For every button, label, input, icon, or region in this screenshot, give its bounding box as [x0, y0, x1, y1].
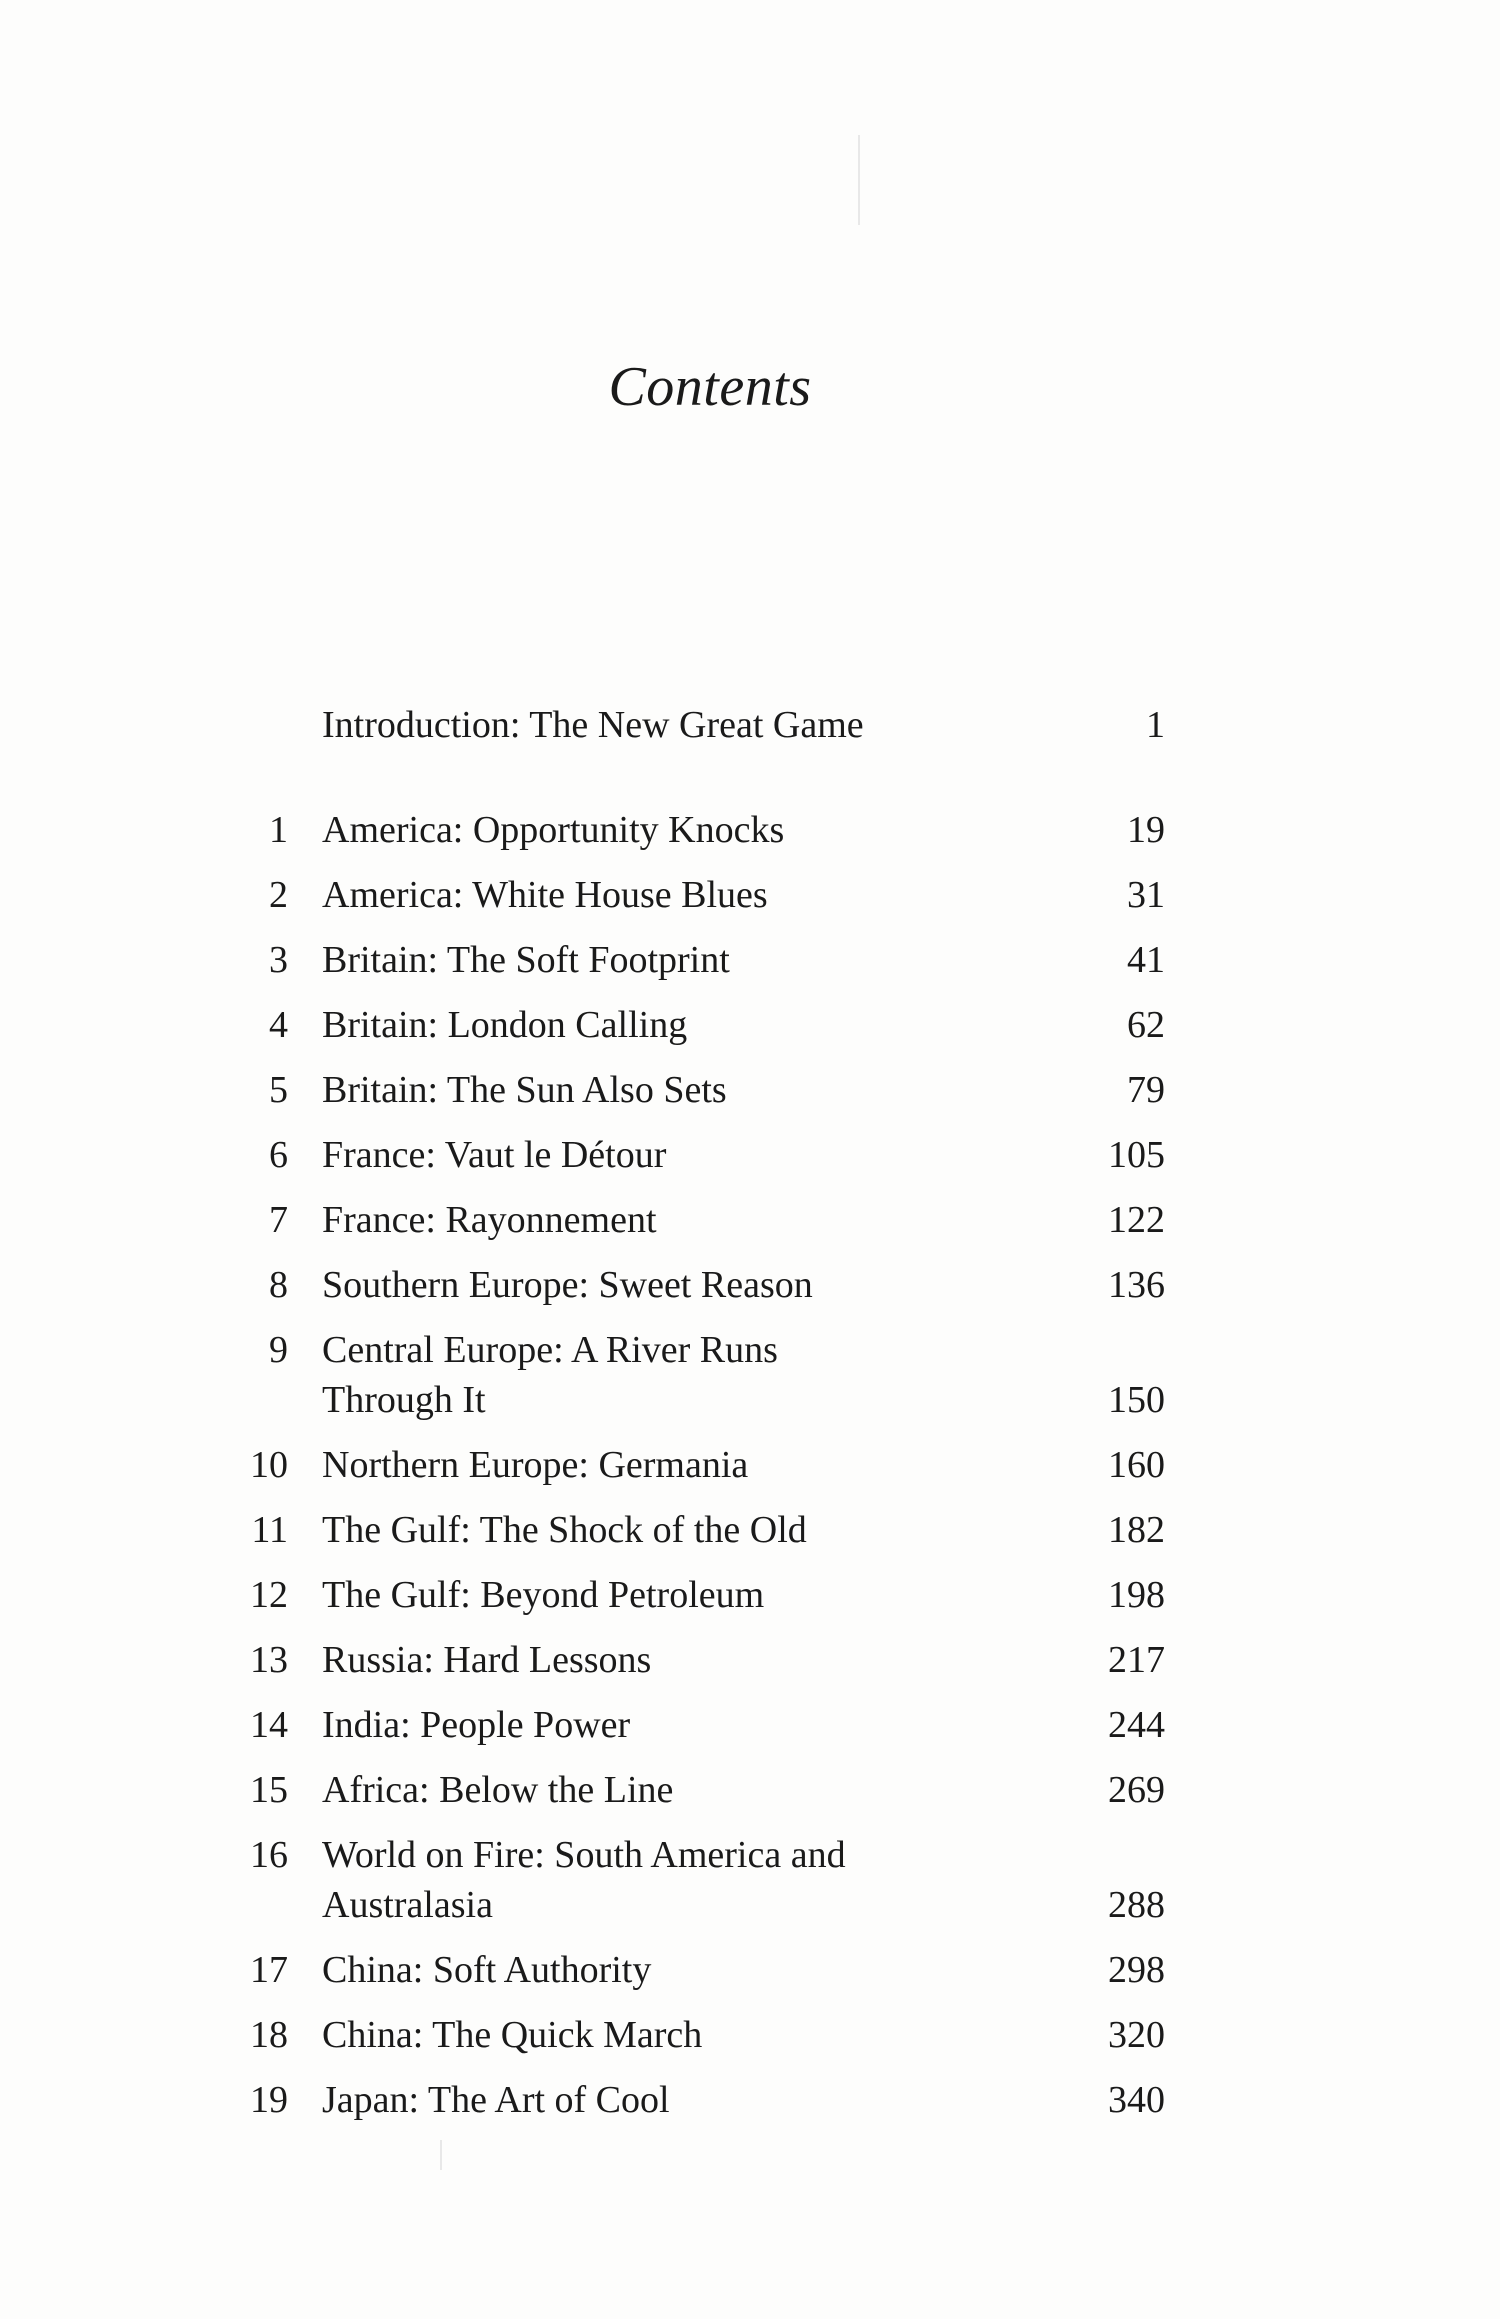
toc-chapter-number: 1 — [269, 809, 288, 851]
toc-entry-title: Britain: London Calling — [322, 1004, 688, 1046]
page-title: Contents — [608, 356, 812, 418]
toc-entry-title-line1: Central Europe: A River Runs — [322, 1329, 778, 1371]
toc-entry-page: 244 — [1108, 1704, 1165, 1746]
toc-chapter-number: 15 — [250, 1769, 288, 1811]
toc-entry-title: Russia: Hard Lessons — [322, 1639, 652, 1681]
toc-entry-page: 269 — [1108, 1769, 1165, 1811]
toc-entry-page: 1 — [1146, 704, 1165, 746]
toc-chapter-number: 2 — [269, 874, 288, 916]
toc-entry-page: 182 — [1108, 1509, 1165, 1551]
toc-chapter-number: 18 — [250, 2014, 288, 2056]
toc-entry-title-line2: Through It — [322, 1379, 486, 1421]
toc-entry-title: Southern Europe: Sweet Reason — [322, 1264, 813, 1306]
toc-entry-title: America: White House Blues — [322, 874, 768, 916]
toc-chapter-number: 16 — [250, 1834, 288, 1876]
toc-chapter-number: 6 — [269, 1134, 288, 1176]
toc-entry-title: France: Vaut le Détour — [322, 1134, 667, 1176]
toc-chapter-number: 5 — [269, 1069, 288, 1111]
toc-entry-title: America: Opportunity Knocks — [322, 809, 785, 851]
toc-chapter-number: 19 — [250, 2079, 288, 2121]
toc-entry-page: 62 — [1127, 1004, 1165, 1046]
toc-entry-title: Introduction: The New Great Game — [322, 704, 864, 746]
toc-chapter-number: 8 — [269, 1264, 288, 1306]
toc-entry-page: 198 — [1108, 1574, 1165, 1616]
toc-entry-title: France: Rayonnement — [322, 1199, 657, 1241]
toc-entry-title: The Gulf: Beyond Petroleum — [322, 1574, 765, 1616]
toc-entry-page: 105 — [1108, 1134, 1165, 1176]
toc-entry-title: China: The Quick March — [322, 2014, 703, 2056]
toc-entry-title: Japan: The Art of Cool — [322, 2079, 670, 2121]
toc-entry-title-line1: World on Fire: South America and — [322, 1834, 846, 1876]
toc-entry-page: 217 — [1108, 1639, 1165, 1681]
toc-chapter-number: 12 — [250, 1574, 288, 1616]
toc-entry-page: 320 — [1108, 2014, 1165, 2056]
toc-chapter-number: 3 — [269, 939, 288, 981]
toc-entry-page: 288 — [1108, 1884, 1165, 1926]
toc-entry-page: 19 — [1127, 809, 1165, 851]
toc-chapter-number: 10 — [250, 1444, 288, 1486]
toc-entry-page: 160 — [1108, 1444, 1165, 1486]
toc-entry-title: India: People Power — [322, 1704, 631, 1746]
toc-chapter-number: 4 — [269, 1004, 288, 1046]
toc-entry-page: 122 — [1108, 1199, 1165, 1241]
toc-entry-page: 150 — [1108, 1379, 1165, 1421]
toc-chapter-number: 9 — [269, 1329, 288, 1371]
toc-chapter-number: 17 — [250, 1949, 288, 1991]
toc-chapter-number: 7 — [269, 1199, 288, 1241]
toc-entry-page: 340 — [1108, 2079, 1165, 2121]
toc-chapter-number: 11 — [251, 1509, 288, 1551]
toc-entry-title: Africa: Below the Line — [322, 1769, 674, 1811]
toc-entry-page: 31 — [1127, 874, 1165, 916]
toc-entry-title: Britain: The Soft Footprint — [322, 939, 730, 981]
toc-entry-title: China: Soft Authority — [322, 1949, 652, 1991]
scan-mark — [440, 2140, 442, 2170]
toc-entry-page: 298 — [1108, 1949, 1165, 1991]
toc-chapter-number: 14 — [250, 1704, 288, 1746]
toc-entry-page: 79 — [1127, 1069, 1165, 1111]
toc-chapter-number: 13 — [250, 1639, 288, 1681]
toc-entry-page: 136 — [1108, 1264, 1165, 1306]
toc-entry-title: Northern Europe: Germania — [322, 1444, 749, 1486]
toc-entry-title: The Gulf: The Shock of the Old — [322, 1509, 807, 1551]
scan-mark — [858, 135, 860, 225]
toc-entry-page: 41 — [1127, 939, 1165, 981]
toc-entry-title-line2: Australasia — [322, 1884, 493, 1926]
toc-entry-title: Britain: The Sun Also Sets — [322, 1069, 727, 1111]
